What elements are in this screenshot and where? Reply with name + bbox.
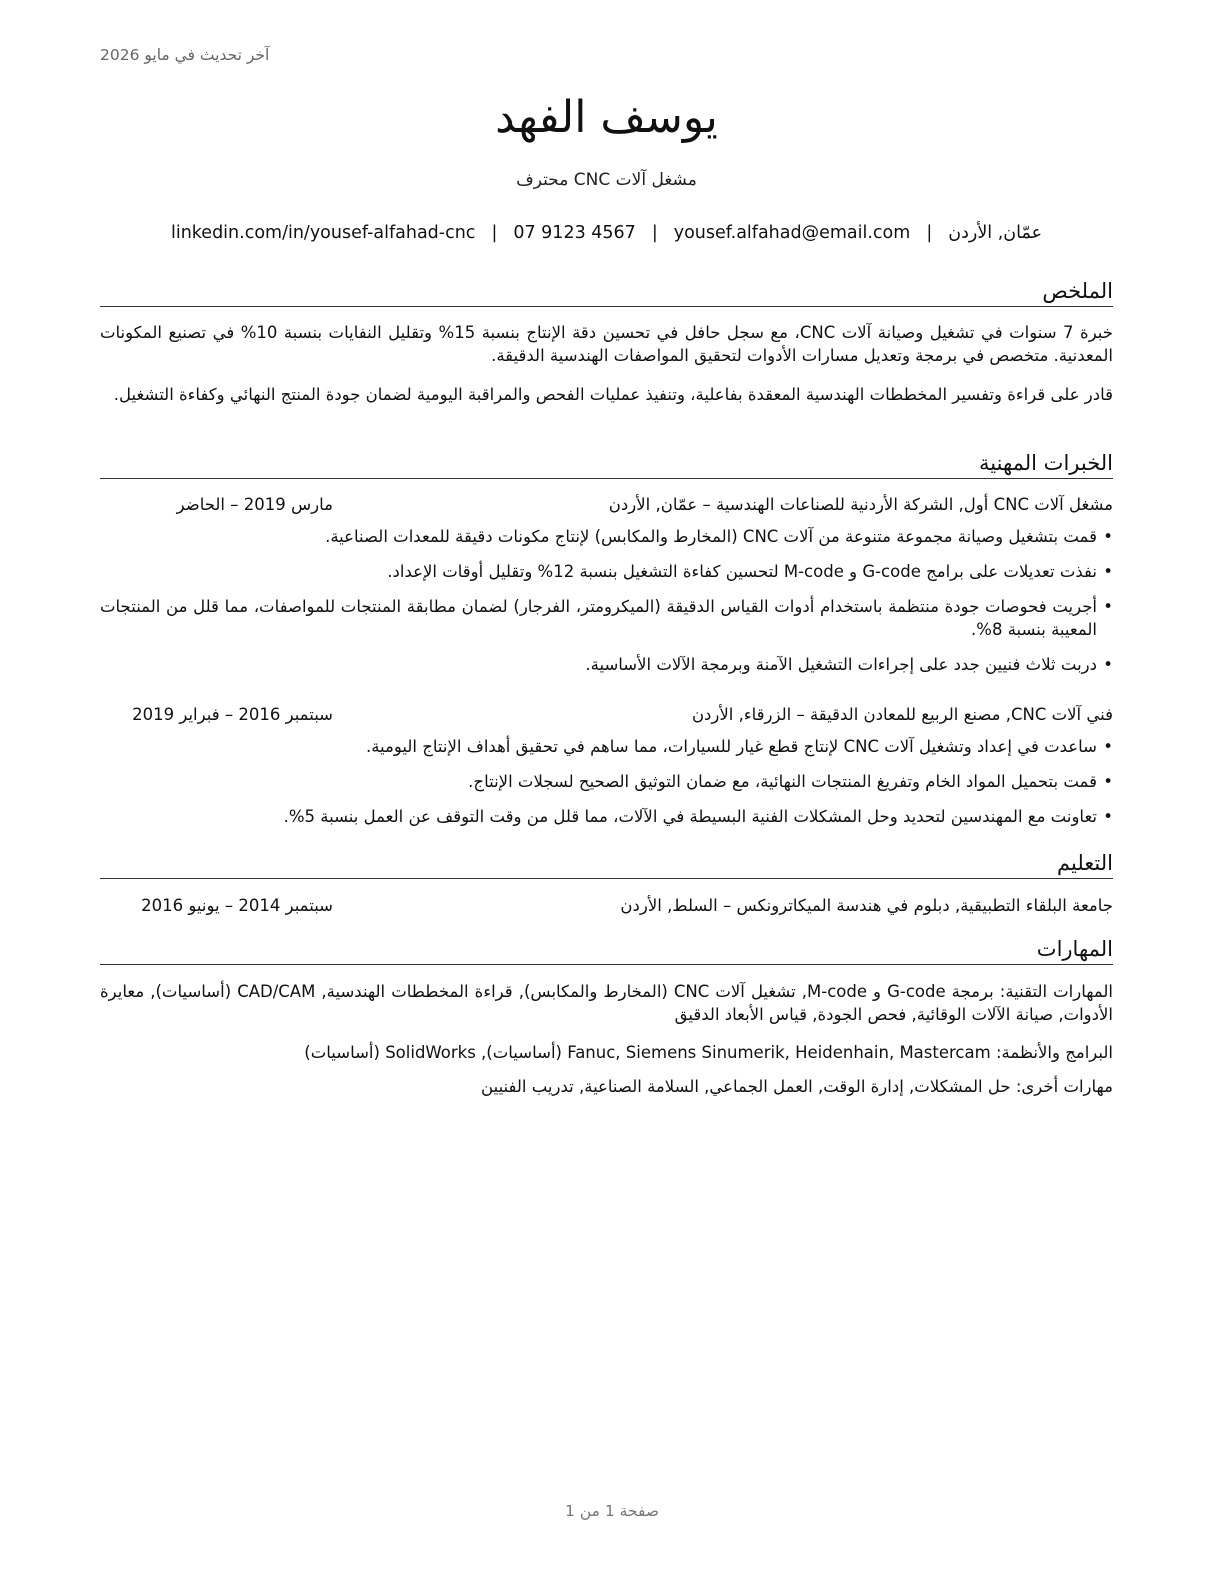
skills-other: مهارات أخرى: حل المشكلات, إدارة الوقت, العمل الجماعي, السلامة الصناعية, تدريب الفنيين <box>481 1077 1113 1096</box>
last-updated: آخر تحديث في مايو 2026 <box>100 46 270 64</box>
list-item: • دربت ثلاث فنيين جدد على إجراءات التشغيل الآمنة وبرمجة الآلات الأساسية. <box>585 655 1113 674</box>
list-item: • أجريت فحوصات جودة منتظمة باستخدام أدوات القياس الدقيقة (الميكرومتر، الفرجار) لضمان مطابقة المنتجات للمواصفات، مما قلل من المنتجات المعيبة بنسبة 8%. <box>100 597 1113 639</box>
summary-paragraph: خبرة 7 سنوات في تشغيل وصيانة آلات CNC، مع سجل حافل في تحسين دقة الإنتاج بنسبة 15% وتقليل النفايات بنسبة 10% في تصنيع المكونات المعدنية. متخصص في برمجة وتعديل مسارات الأدوات لتحقيق المواصفات الهندسية الدقيقة. <box>100 323 1113 365</box>
education-dates: سبتمبر 2014 – يونيو 2016 <box>141 896 333 915</box>
summary-heading: الملخص <box>100 278 1113 307</box>
separator: | <box>491 223 498 243</box>
list-item: • نفذت تعديلات على برامج G-code و M-code لتحسين كفاءة التشغيل بنسبة 12% وتقليل أوقات الإعداد. <box>387 562 1113 581</box>
resume-page <box>100 0 1113 1584</box>
job-role: مشغل آلات CNC أول, الشركة الأردنية للصناعات الهندسية – عمّان, الأردن <box>608 495 1113 514</box>
contact-line <box>100 223 1113 243</box>
summary-paragraph: قادر على قراءة وتفسير المخططات الهندسية المعقدة بفاعلية، وتنفيذ عمليات الفحص والمراقبة اليومية لضمان جودة المنتج النهائي وكفاءة التشغيل. <box>113 385 1113 404</box>
job-role: فني آلات CNC, مصنع الربيع للمعادن الدقيقة – الزرقاء, الأردن <box>691 705 1113 724</box>
separator: | <box>651 223 658 243</box>
job-dates: مارس 2019 – الحاضر <box>176 495 333 514</box>
page-number: صفحة 1 من 1 <box>565 1502 659 1520</box>
education-heading: التعليم <box>100 850 1113 879</box>
list-item: • ساعدت في إعداد وتشغيل آلات CNC لإنتاج قطع غيار للسيارات، مما ساهم في تحقيق أهداف الإنتاج اليومية. <box>365 737 1113 756</box>
list-item: • قمت بتحميل المواد الخام وتفريغ المنتجات النهائية، مع ضمان التوثيق الصحيح لسجلات الإنتاج. <box>468 772 1113 791</box>
skills-technical: المهارات التقنية: برمجة G-code و M-code, تشغيل آلات CNC (المخارط والمكابس), قراءة المخططات الهندسية, CAD/CAM (أساسيات), معايرة الأدوات, صيانة الآلات الوقائية, فحص الجودة, قياس الأبعاد الدقيق <box>100 982 1113 1024</box>
contact-linkedin[interactable]: linkedin.com/in/yousef-alfahad-cnc <box>170 223 476 243</box>
separator: | <box>926 223 933 243</box>
contact-location: عمّان, الأردن <box>948 223 1043 243</box>
job-title: مشغل آلات CNC محترف <box>516 170 697 190</box>
job-bullets <box>100 525 1113 688</box>
skills-software: البرامج والأنظمة: Fanuc, Siemens Sinumerik, Heidenhain, Mastercam (أساسيات), SolidWorks (أساسيات) <box>304 1043 1113 1062</box>
contact-email[interactable]: yousef.alfahad@email.com <box>673 223 911 243</box>
candidate-name: يوسف الفهد <box>495 92 718 143</box>
list-item: • قمت بتشغيل وصيانة مجموعة متنوعة من آلات CNC (المخارط والمكابس) لإنتاج مكونات دقيقة للمعدات الصناعية. <box>325 527 1113 546</box>
list-item: • تعاونت مع المهندسين لتحديد وحل المشكلات الفنية البسيطة في الآلات، مما قلل من وقت التوقف عن العمل بنسبة 5%. <box>283 807 1113 826</box>
education-institution: جامعة البلقاء التطبيقية, دبلوم في هندسة الميكاترونكس – السلط, الأردن <box>620 896 1113 915</box>
skills-heading: المهارات <box>100 936 1113 965</box>
job-dates: سبتمبر 2016 – فبراير 2019 <box>132 705 333 724</box>
experience-heading: الخبرات المهنية <box>100 450 1113 479</box>
job-bullets <box>100 735 1113 840</box>
contact-phone: 07 9123 4567 <box>513 223 636 243</box>
